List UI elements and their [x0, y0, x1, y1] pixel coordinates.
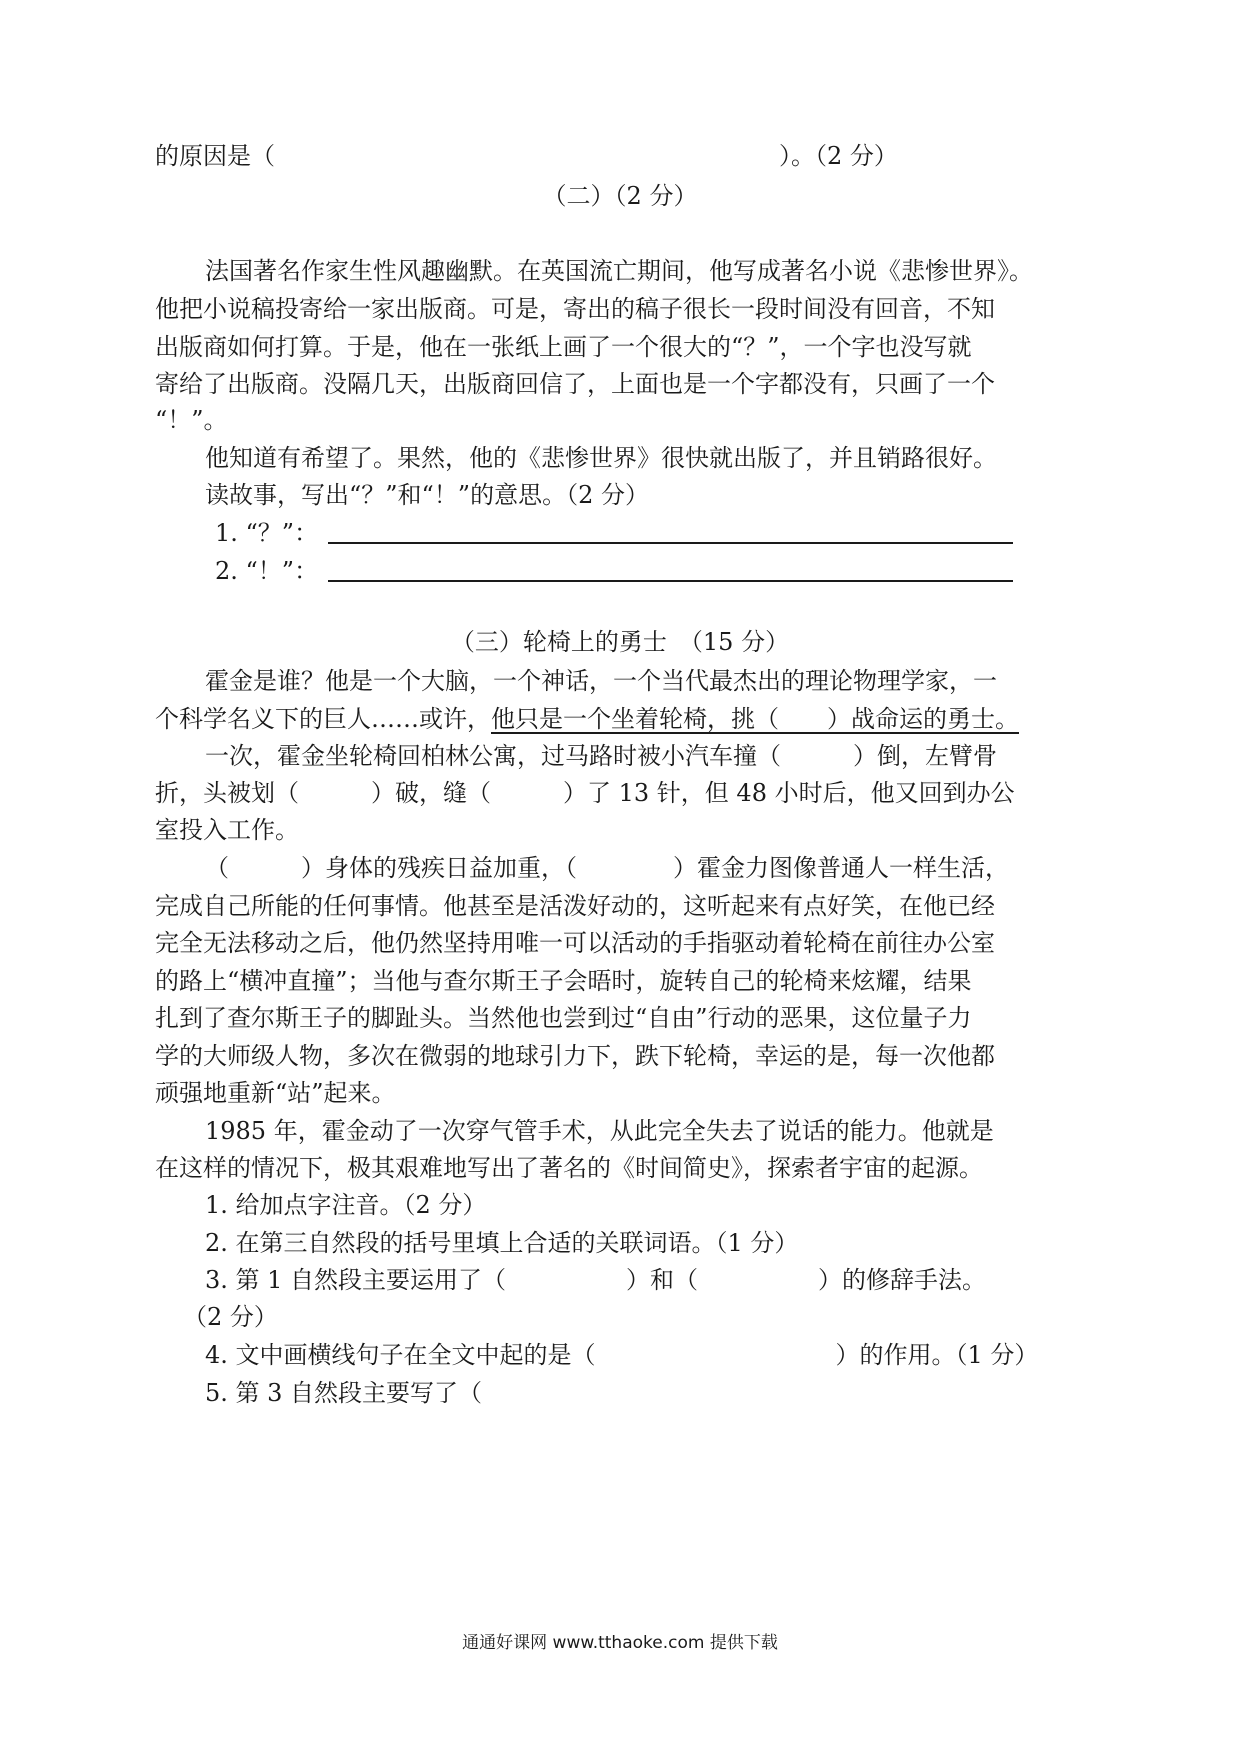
paragraph-line: 在这样的情况下，极其艰难地写出了著名的《时间简史》，探索者宇宙的起源。 [155, 1154, 983, 1182]
paragraph-line: 1985 年，霍金动了一次穿气管手术，从此完全失去了说话的能力。他就是 [205, 1117, 994, 1145]
answer-label-2: 2. “！”： [215, 557, 319, 585]
paragraph-line: 扎到了查尔斯王子的脚趾头。当然他也尝到过“自由”行动的恶果，这位量子力 [155, 1004, 972, 1032]
paragraph-line: 寄给了出版商。没隔几天，出版商回信了，上面也是一个字都没有，只画了一个 [155, 370, 995, 398]
paragraph-line [155, 704, 1019, 734]
paragraph-line: 他知道有希望了。果然，他的《悲惨世界》很快就出版了，并且销路很好。 [205, 444, 997, 472]
paragraph-line: 出版商如何打算。于是，他在一张纸上画了一个很大的“？”，一个字也没写就 [155, 333, 972, 361]
plain-text: 个科学名义下的巨人……或许， [155, 705, 491, 733]
top-line: 的原因是（ ）。（2 分） [155, 142, 898, 170]
paragraph-line: 完全无法移动之后，他仍然坚持用唯一可以活动的手指驱动着轮椅在前往办公室 [155, 929, 995, 957]
question-item: 3. 第 1 自然段主要运用了（ ）和（ ）的修辞手法。 [205, 1266, 987, 1294]
underlined-sentence: 他只是一个坐着轮椅，挑（ ）战命运的勇士。 [491, 705, 1019, 733]
section3-heading: （三）轮椅上的勇士 （15 分） [450, 628, 790, 656]
paragraph-line: 他把小说稿投寄给一家出版商。可是，寄出的稿子很长一段时间没有回音，不知 [155, 295, 995, 323]
paragraph-line: 室投入工作。 [155, 816, 299, 844]
paragraph-line: （ ）身体的残疾日益加重，（ ）霍金力图像普通人一样生活， [205, 854, 1009, 882]
section2-heading: （二）（2 分） [542, 182, 698, 210]
question-item: 2. 在第三自然段的括号里填上合适的关联词语。（1 分） [205, 1229, 799, 1257]
page-footer: 通通好课网 www.tthaoke.com 提供下载 [462, 1633, 778, 1653]
answer-blank-1[interactable] [328, 542, 1013, 544]
paragraph-line: 的路上“横冲直撞”；当他与查尔斯王子会晤时，旋转自己的轮椅来炫耀，结果 [155, 967, 972, 995]
paragraph-line: “！”。 [155, 406, 228, 434]
question-item: 1. 给加点字注音。（2 分） [205, 1191, 487, 1219]
paragraph-line: 折，头被划（ ）破，缝（ ）了 13 针，但 48 小时后，他又回到办公 [155, 779, 1015, 807]
question-item: 4. 文中画横线句子在全文中起的是（ ）的作用。（1 分） [205, 1341, 1039, 1369]
question-item: 5. 第 3 自然段主要写了（ [205, 1379, 483, 1407]
question-item: （2 分） [183, 1303, 278, 1331]
answer-label-1: 1. “？”： [215, 519, 319, 547]
paragraph-line: 霍金是谁？他是一个大脑，一个神话，一个当代最杰出的理论物理学家，一 [205, 667, 997, 695]
paragraph-line: 学的大师级人物，多次在微弱的地球引力下，跌下轮椅，幸运的是，每一次他都 [155, 1042, 995, 1070]
paragraph-line: 法国著名作家生性风趣幽默。在英国流亡期间，他写成著名小说《悲惨世界》。 [205, 257, 1033, 285]
paragraph-line: 一次，霍金坐轮椅回柏林公寓，过马路时被小汽车撞（ ）倒，左臂骨 [205, 742, 997, 770]
paragraph-line: 顽强地重新“站”起来。 [155, 1079, 396, 1107]
paragraph-line: 完成自己所能的任何事情。他甚至是活泼好动的，这听起来有点好笑，在他已经 [155, 892, 995, 920]
answer-blank-2[interactable] [328, 580, 1013, 582]
question-line: 读故事，写出“？”和“！”的意思。（2 分） [205, 481, 649, 509]
